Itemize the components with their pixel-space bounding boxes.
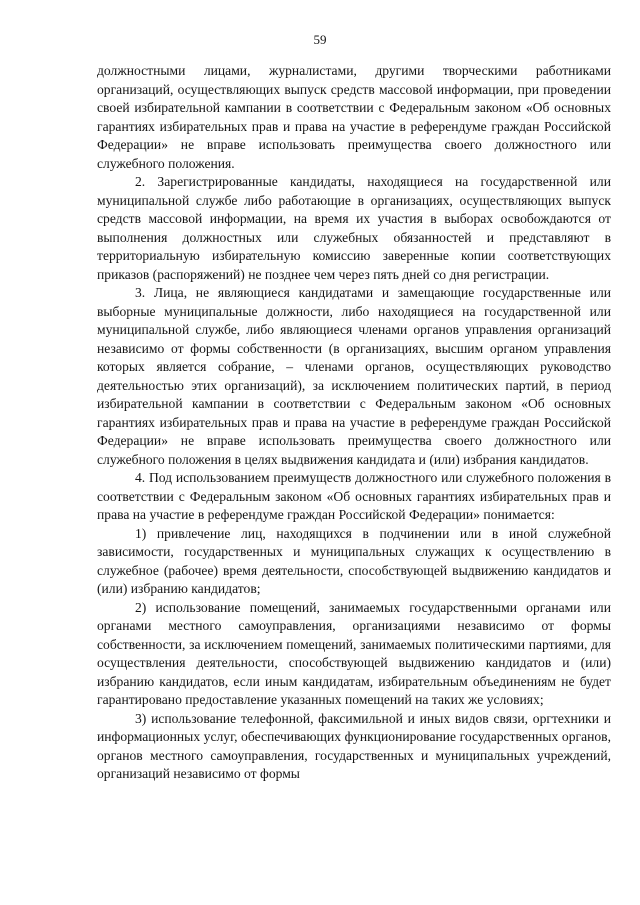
subitem-2: 2) использование помещений, занимаемых государственными органами или органами местного самоуправления, организациями независимо от формы собственности, за исключением помещений, занимаемых политическими партиями, для осуществления деятельности, способствующей выдвижению кандидатов и (или) избранию кандидатов, если иным кандидатам, избирательным объединениям не будет гарантировано предоставление указанных помещений на таких же условиях; [97,599,611,707]
paragraph-item-3: 3. Лица, не являющиеся кандидатами и замещающие государственные или выборные муниципальные должности, либо находящиеся на государственной или муниципальной службе, либо являющиеся членами органов управления организаций независимо от формы собственности (в организациях, высшим органом управления которых является собрание, – членами органов, осуществляющих руководство деятельностью этих организаций), за исключением политических партий, в период избирательной кампании в соответствии с Федеральным законом «Об основных гарантиях избирательных прав и права на участие в референдуме граждан Российской Федерации» не вправе использовать преимущества своего должностного или служебного положения в целях выдвижения кандидата и (или) избрания кандидатов. [97,285,611,467]
paragraph-item-2: 2. Зарегистрированные кандидаты, находящиеся на государственной или муниципальной службе либо работающие в организациях, осуществляющих выпуск средств массовой информации, на время их участия в выборах освобождаются от выполнения должностных или служебных обязанностей и представляют в территориальную избирательную комиссию заверенные копии соответствующих приказов (распоряжений) не позднее чем через пять дней со дня регистрации. [97,174,611,282]
page-number: 59 [313,32,327,47]
subitem-1: 1) привлечение лиц, находящихся в подчинении или в иной служебной зависимости, государственных и муниципальных служащих к осуществлению в служебное (рабочее) время деятельности, способствующей выдвижению кандидатов и (или) избранию кандидатов; [97,525,611,596]
subitem-3: 3) использование телефонной, факсимильной и иных видов связи, оргтехники и информационных услуг, обеспечивающих функционирование государственных органов, органов местного самоуправления, государственных и муниципальных учреждений, организаций независимо от формы [97,710,611,781]
paragraph-item-4: 4. Под использованием преимуществ должностного или служебного положения в соответствии с Федеральным законом «Об основных гарантиях избирательных прав и права на участие в референдуме граждан Российской Федерации» понимается: [97,470,611,522]
body-text [97,62,611,784]
paragraph-continuation: должностными лицами, журналистами, другими творческими работниками организаций, осуществляющих выпуск средств массовой информации, при проведении своей избирательной кампании в соответствии с Федеральным законом «Об основных гарантиях избирательных прав и права на участие в референдуме граждан Российской Федерации» не вправе использовать преимущества своего должностного или служебного положения. [97,63,611,171]
